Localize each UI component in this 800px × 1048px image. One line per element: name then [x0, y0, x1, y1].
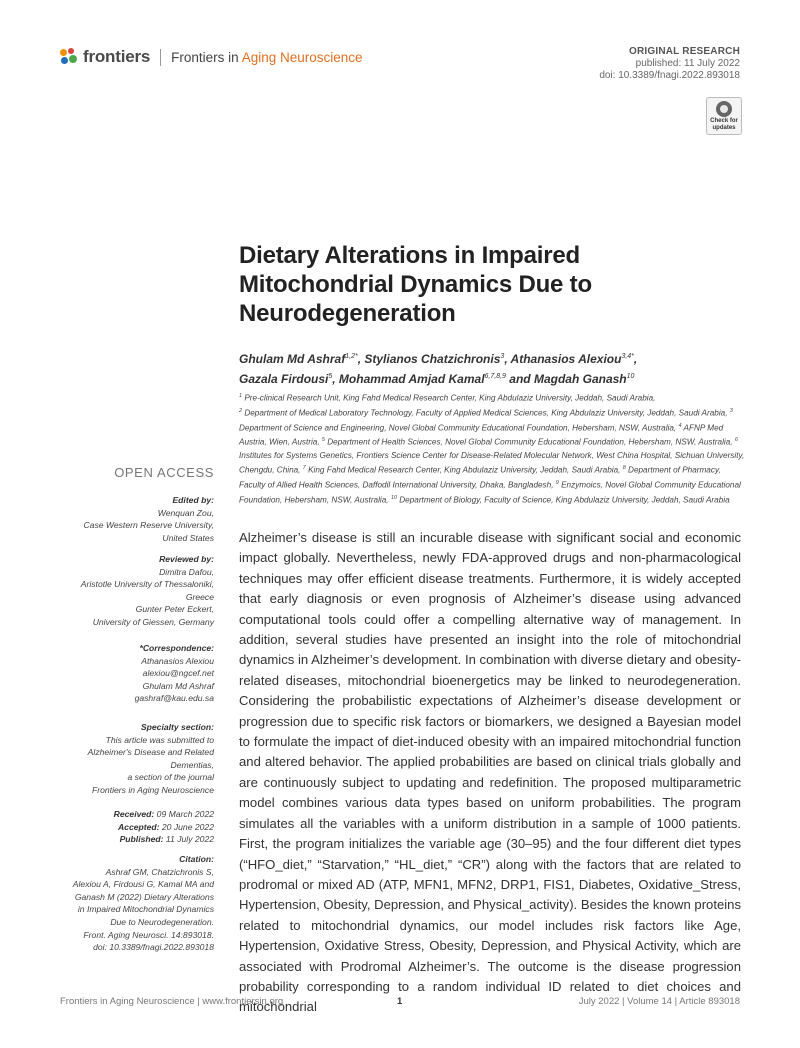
sidebar-specialty [60, 721, 214, 797]
editor-line: United States [162, 532, 214, 543]
correspondent-name: Athanasios Alexiou [141, 655, 214, 666]
affiliation: Department of Biology, Faculty of Science, King Abdulaziz University, Jeddah, Saudi Arabia [396, 495, 730, 505]
sidebar-correspondence [60, 642, 214, 705]
sidebar-reviewed-by [60, 553, 214, 629]
sidebar-edited-by [60, 494, 214, 544]
article-doi[interactable]: doi: 10.3389/fnagi.2022.893018 [599, 70, 740, 81]
received-date: Received: 09 March 2022 [113, 809, 214, 819]
affiliation: Department of Science and Engineering, Novel Global Community Educational Foundation, Hebersham, NSW, Australia, [239, 423, 679, 433]
title-line: Dietary Alterations in Impaired [239, 242, 581, 269]
article-type: ORIGINAL RESEARCH [628, 46, 740, 57]
citation-line: in Impaired Mitochondrial Dynamics [77, 904, 214, 915]
accepted-date: Accepted: 20 June 2022 [117, 821, 214, 832]
check-for-updates-badge[interactable] [706, 97, 742, 135]
affiliation: AFNP Med Austria, Wien, Austria, [239, 423, 724, 448]
title-line: Neurodegeneration [239, 300, 456, 327]
reviewer-line[interactable]: Gunter Peter Eckert, [135, 604, 214, 615]
reviewer-line: Aristotle University of Thessaloniki, [80, 579, 214, 590]
journal-header [60, 47, 363, 67]
correspondent-email[interactable]: gashraf@kau.edu.sa [134, 693, 214, 704]
sidebar-dates [60, 808, 214, 846]
author-name[interactable]: Ghulam Md Ashraf [239, 352, 346, 366]
page-number: 1 [397, 996, 403, 1007]
specialty-heading: Specialty section: [140, 722, 214, 732]
frontiers-wordmark[interactable]: frontiers [83, 47, 151, 66]
edited-by-heading: Edited by: [172, 495, 214, 505]
affiliation: Pre-clinical Research Unit, King Fahd Medical Research Center, King Abdulaziz University, Jeddah, Saudi Arabia, [242, 393, 656, 403]
citation-line: Due to Neurodegeneration. [110, 916, 214, 927]
journal-name[interactable]: Frontiers in Aging Neuroscience [171, 49, 363, 65]
author-name[interactable]: , Athanasios Alexiou [504, 352, 622, 366]
author-name[interactable]: , Mohammad Amjad Kamal [332, 372, 485, 386]
reviewer-line[interactable]: Dimitra Dafou, [159, 566, 214, 577]
abstract-text: Alzheimer’s disease is still an incurable disease with significant social and economic impact globally. Nevertheless, newly FDA-approved drugs and non-pharmacological techniques may offer efficient disease treatments. Furthermore, it is widely accepted that early diagnosis or even prognosis of Alzheimer’s disease using advanced computational tools could offer a compelling alternative way of management. In addition, several studies have presented an insight into the role of mitochondrial dynamics in Alzheimer’s development. In combination with diverse dietary and obesity-related diseases, mitochondrial bioenergetics may be linked to neurodegeneration. Considering the probabilistic expectations of Alzheimer’s disease development or progression due to specific risk factors or biomarkers, we designed a Bayesian model to formulate the impact of diet-induced obesity with an impaired mitochondrial function and altered behavior. The applied probabilities are based on clinical trials globally and are continuously subject to updating and redefinition. The proposed multiparametric model combines various data types based on uniform probabilities. The program simulates all the variables with a uniform distribution in a sample of 1000 patients. First, the program initializes the variable age (30–95) and the four different diet types (“HFO_diet,” “Starvation,” “HL_diet,” “CR”) along with the factors that are related to prodromal or mixed AD (ATP, MFN1, MFN2, DRP1, FIS1, Diabetes, Oxidative_Stress, Hypertension, Obesity, Depression, and Physical_activity). Besides the known proteins related to mitochondrial dynamics, our model includes risk factors like Age, Hypertension, Oxidative Stress, Obesity, Depression, and Physical Activity, which are associated with Prodromal Alzheimer’s. The outcome is the disease progression probability corresponding to a random individual ID related to diet choices and mitochondrial [239, 530, 741, 1015]
affiliation: Department of Pharmacy, Faculty of Allied Health Sciences, Daffodil International University, Dhaka, Bangladesh, [239, 466, 721, 490]
citation-doi[interactable]: doi: 10.3389/fnagi.2022.893018 [93, 942, 214, 953]
citation-line: Alexiou A, Firdousi G, Kamal MA and [72, 879, 214, 890]
specialty-line: a section of the journal [127, 772, 214, 783]
specialty-line: Frontiers in Aging Neuroscience [92, 784, 214, 795]
editor-line: Case Western Reserve University, [83, 520, 214, 531]
citation-heading: Citation: [179, 854, 214, 864]
title-line: Mitochondrial Dynamics Due to [239, 271, 592, 298]
author-name[interactable]: Gazala Firdousi [239, 372, 329, 386]
affiliation: Institutes for Systems Genetics, Frontiers Science Center for Disease-Related Molecular Network, West China Hospital, Sichuan University, Chengdu, China, [239, 451, 745, 476]
open-access-label: OPEN ACCESS [114, 465, 214, 480]
specialty-line: This article was submitted to [105, 734, 214, 745]
affiliation: King Fahd Medical Research Center, King Abdulaziz University, Jeddah, Saudi Arabia, [305, 466, 623, 476]
editor-line[interactable]: Wenquan Zou, [157, 507, 214, 518]
reviewer-line: Greece [185, 591, 214, 602]
frontiers-logo-icon [60, 48, 78, 66]
specialty-line: Dementias, [170, 759, 214, 770]
article-meta [599, 46, 740, 82]
correspondence-heading: *Correspondence: [139, 643, 214, 653]
citation-line: Ashraf GM, Chatzichronis S, [105, 866, 214, 877]
published-date: published: 11 July 2022 [635, 58, 740, 69]
badge-label-2: updates [712, 124, 736, 131]
reviewer-line: University of Giessen, Germany [92, 616, 214, 627]
affiliations: $^1$ Pre-clinical Research Unit, King Fahd Medical Research Center, King Abdulaziz University, Jeddah, Saudi Arabia, $^2$ Department of Medical Laboratory Technology, Faculty of Applied Medical Sciences, King Abdulaziz University, Jeddah, Saudi Arabia, $^3$ Department of Science and Engineering, Novel Global Community Educational Foundation, Hebersham, NSW, Australia, $^4$ AFNP Med Austria, Wien, Austria, $^5$ Department of Health Sciences, Novel Global Community Educational Foundation, Hebersham, NSW, Australia, $^6$ Institutes for Systems Genetics, Frontiers Science Center for Disease-Related Molecular Network, West China Hospital, Sichuan University, Chengdu, China, $^7$ King Fahd Medical Research Center, King Abdulaziz University, Jeddah, Saudi Arabia, $^8$ Department of Pharmacy, Faculty of Allied Health Sciences, Daffodil International University, Dhaka, Bangladesh, $^9$ Enzymoics, Novel Global Community Educational Foundation, Hebersham, NSW, Australia, $^{10}$ Department of Biology, Faculty of Science, King Abdulaziz University, Jeddah, Saudi Arabia [239, 393, 745, 505]
correspondent-email[interactable]: alexiou@ngcef.net [142, 668, 214, 679]
header-divider [160, 49, 161, 66]
footer-issue-info: July 2022 | Volume 14 | Article 893018 [578, 996, 740, 1007]
footer-journal-link[interactable]: Frontiers in Aging Neuroscience | www.frontiersin.org [60, 996, 284, 1007]
badge-label-1: Check for [710, 118, 738, 124]
check-for-updates-icon [716, 101, 732, 117]
article-title [239, 241, 719, 328]
affiliation: Enzymoics, Novel Global Community Educational Foundation, Hebersham, NSW, Australia, [239, 480, 741, 505]
citation-line: Front. Aging Neurosci. 14:893018. [83, 929, 214, 940]
affiliation: Department of Health Sciences, Novel Global Community Educational Foundation, Hebersham, NSW, Australia, [324, 438, 735, 448]
reviewed-by-heading: Reviewed by: [159, 554, 214, 564]
correspondent-name: Ghulam Md Ashraf [142, 680, 214, 691]
citation-line: Ganash M (2022) Dietary Alterations [74, 891, 214, 902]
published-date-sidebar: Published: 11 July 2022 [119, 834, 214, 845]
author-list: Ghulam Md Ashraf$^{1,2*}$, Stylianos Chatzichronis$^3$, Athanasios Alexiou$^{3,4*}$, Gazala Firdousi$^5$, Mohammad Amjad Kamal$^{6,7,8,9}$ and Magdah Ganash$^{10}$ [239, 352, 638, 386]
sidebar-citation [60, 853, 214, 954]
author-name[interactable]: , Stylianos Chatzichronis [357, 352, 501, 366]
affiliation: Department of Medical Laboratory Technology, Faculty of Applied Medical Sciences, King Abdulaziz University, Jeddah, Saudi Arabia, [242, 408, 730, 418]
author-name[interactable]: and Magdah Ganash [505, 372, 627, 386]
specialty-line: Alzheimer's Disease and Related [87, 747, 214, 758]
